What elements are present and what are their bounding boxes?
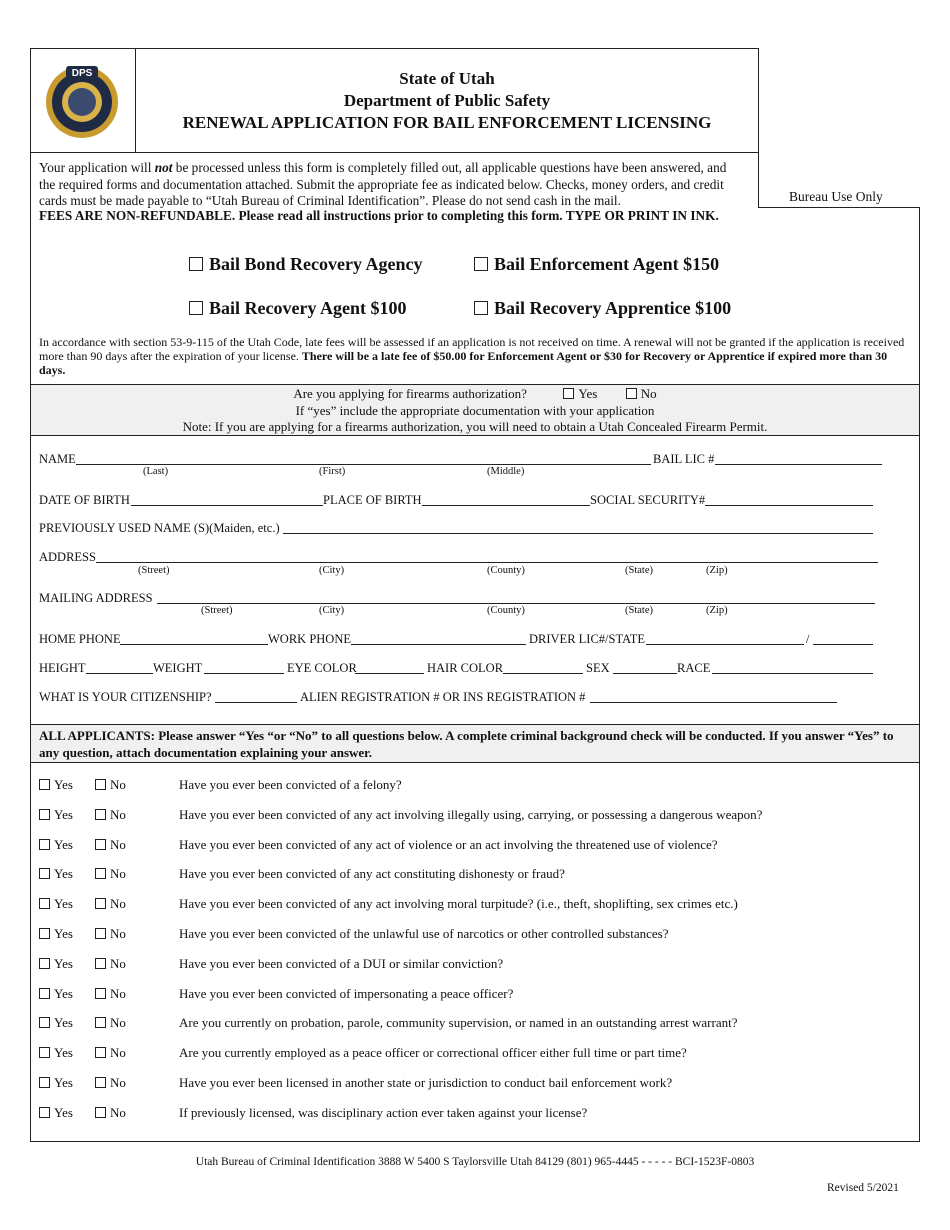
first-sublabel: (First) [319,466,346,477]
yes-checkbox[interactable] [39,809,50,820]
question-text: Have you ever been convicted of a felony? [179,777,402,792]
title-department: Department of Public Safety [343,91,551,110]
ssn-field[interactable] [705,505,873,506]
bureau-line [759,207,920,208]
yes-option[interactable]: Yes [39,777,73,793]
zip-sublabel: (Zip) [706,565,728,576]
height-field[interactable] [86,673,153,674]
no-checkbox[interactable] [95,779,106,790]
checkbox-icon[interactable] [474,301,488,315]
yes-checkbox[interactable] [39,988,50,999]
driver-lic-label: DRIVER LIC#/STATE [529,632,646,646]
yes-option[interactable]: Yes [39,1045,73,1061]
option-enforcement-agent[interactable]: Bail Enforcement Agent $150 [474,254,719,275]
yes-option[interactable]: Yes [39,807,73,823]
yes-checkbox[interactable] [39,1047,50,1058]
question-text: Have you ever been convicted of a DUI or similar conviction? [179,956,504,971]
yes-checkbox[interactable] [39,1107,50,1118]
no-checkbox[interactable] [95,1017,106,1028]
street-sublabel: (Street) [138,565,170,576]
title-state: State of Utah [399,69,495,88]
footer-address: Utah Bureau of Criminal Identification 3888 W 5400 S Taylorsville Utah 84129 (801) 965-4445 - - - - - BCI-1523F-0803 [195,1156,755,1168]
yes-checkbox[interactable] [39,868,50,879]
title-application: RENEWAL APPLICATION FOR BAIL ENFORCEMENT LICENSING [182,113,712,132]
no-checkbox[interactable] [95,958,106,969]
question-text: If previously licensed, was disciplinary action ever taken against your license? [179,1105,588,1120]
no-option[interactable]: No [95,1075,126,1091]
question-text: Are you currently on probation, parole, community supervision, or named in an outstanding arrest warrant? [179,1015,738,1030]
revised-date: Revised 5/2021 [827,1182,899,1194]
driver-state-field[interactable] [813,644,873,645]
driver-lic-slash: / [806,632,810,646]
bail-lic-label: BAIL LIC # [653,452,715,466]
yes-checkbox[interactable] [39,928,50,939]
address-field[interactable] [96,562,878,563]
mailing-street-sublabel: (Street) [201,605,233,616]
option-recovery-agency[interactable]: Bail Bond Recovery Agency [189,254,423,275]
question-text: Have you ever been licensed in another state or jurisdiction to conduct bail enforcement work? [179,1075,673,1090]
pob-label: PLACE OF BIRTH [323,493,422,507]
city-sublabel: (City) [319,565,345,576]
yes-checkbox[interactable] [39,898,50,909]
race-field[interactable] [712,673,873,674]
no-option[interactable]: No [95,837,126,853]
race-label: RACE [677,661,711,675]
address-label: ADDRESS [39,550,96,564]
yes-checkbox[interactable] [39,1017,50,1028]
eye-label: EYE COLOR [287,661,357,675]
no-option[interactable]: No [95,986,126,1002]
no-option[interactable]: No [95,896,126,912]
no-checkbox[interactable] [95,839,106,850]
firearms-yes-checkbox[interactable] [563,388,574,399]
state-sublabel: (State) [625,565,653,576]
sex-field[interactable] [613,673,677,674]
prev-name-field[interactable] [283,533,873,534]
checkbox-icon[interactable] [189,301,203,315]
firearms-no-checkbox[interactable] [626,388,637,399]
bail-lic-field[interactable] [715,464,882,465]
question-text: Have you ever been convicted of any act involving illegally using, carrying, or possessing a dangerous weapon? [179,807,763,822]
no-checkbox[interactable] [95,988,106,999]
yes-option[interactable]: Yes [39,956,73,972]
home-phone-field[interactable] [120,644,268,645]
question-text: Have you ever been convicted of any act constituting dishonesty or fraud? [179,866,565,881]
no-checkbox[interactable] [95,898,106,909]
height-label: HEIGHT [39,661,86,675]
yes-option[interactable]: Yes [39,926,73,942]
no-option[interactable]: No [95,866,126,882]
yes-option[interactable]: Yes [39,896,73,912]
no-checkbox[interactable] [95,928,106,939]
citizenship-field[interactable] [215,702,297,703]
dob-field[interactable] [131,505,323,506]
ssn-label: SOCIAL SECURITY# [590,493,706,507]
fees-notice: FEES ARE NON-REFUNDABLE. Please read all instructions prior to completing this form. TYPE OR PRINT IN INK. [39,208,719,223]
mailing-zip-sublabel: (Zip) [706,605,728,616]
citizenship-label: WHAT IS YOUR CITIZENSHIP? [39,690,212,704]
name-field[interactable] [76,464,651,465]
no-checkbox[interactable] [95,809,106,820]
eye-field[interactable] [355,673,424,674]
alien-label: ALIEN REGISTRATION # OR INS REGISTRATION # [300,690,586,704]
question-text: Have you ever been convicted of any act involving moral turpitude? (i.e., theft, shoplifting, sex crimes etc.) [179,896,738,911]
question-text: Have you ever been convicted of the unlawful use of narcotics or other controlled substances? [179,926,669,941]
yes-checkbox[interactable] [39,1077,50,1088]
weight-label: WEIGHT [153,661,203,675]
yes-option[interactable]: Yes [39,866,73,882]
name-label: NAME [39,452,76,466]
hair-field[interactable] [503,673,583,674]
dob-label: DATE OF BIRTH [39,493,130,507]
bureau-use-only: Bureau Use Only [789,189,883,204]
no-checkbox[interactable] [95,1077,106,1088]
option-recovery-apprentice[interactable]: Bail Recovery Apprentice $100 [474,298,731,319]
yes-option[interactable]: Yes [39,837,73,853]
yes-option[interactable]: Yes [39,1075,73,1091]
work-phone-field[interactable] [351,644,526,645]
question-text: Have you ever been convicted of any act of violence or an act involving the threatened use of violence? [179,837,718,852]
weight-field[interactable] [204,673,284,674]
mailing-label: MAILING ADDRESS [39,591,153,605]
yes-checkbox[interactable] [39,958,50,969]
intro-paragraph: Your application will not be processed unless this form is completely filled out, all applicable questions have been answered, and the required forms and documentation attached. Submit the appropriate fee as indicated below. Checks, money orders, and credit cards must be made payable to “Utah Bureau of Criminal Identification”. Please do not send cash in the mail. [39,160,727,208]
sex-label: SEX [586,661,610,675]
firearms-permit-note: Note: If you are applying for a firearms authorization, you will need to obtain a Utah Concealed Firearm Permit. [182,419,768,434]
no-option[interactable]: No [95,1015,126,1031]
checkbox-icon[interactable] [474,257,488,271]
hair-label: HAIR COLOR [427,661,504,675]
driver-lic-field[interactable] [646,644,804,645]
question-text: Have you ever been convicted of impersonating a peace officer? [179,986,514,1001]
no-option[interactable]: No [95,807,126,823]
yes-option[interactable]: Yes [39,1105,73,1121]
option-recovery-agent[interactable]: Bail Recovery Agent $100 [189,298,406,319]
middle-sublabel: (Middle) [487,466,525,477]
question-text: Are you currently employed as a peace officer or correctional officer either full time or part time? [179,1045,687,1060]
no-option[interactable]: No [95,1105,126,1121]
page-title [136,68,758,134]
home-phone-label: HOME PHONE [39,632,121,646]
no-checkbox[interactable] [95,1047,106,1058]
late-fee-notice: In accordance with section 53-9-115 of the Utah Code, late fees will be assessed if an application is not received on time. A renewal will not be granted if the application is received more than 90 days after the expiration of your license. There will be a late fee of $50.00 for Enforcement Agent or $30 for Recovery or Apprentice if expired more than 30 days. [39,335,905,377]
no-option[interactable]: No [95,926,126,942]
mailing-city-sublabel: (City) [319,605,345,616]
mailing-county-sublabel: (County) [487,605,525,616]
yes-checkbox[interactable] [39,779,50,790]
pob-field[interactable] [422,505,590,506]
no-option[interactable]: No [95,1045,126,1061]
dps-seal-logo [44,60,120,140]
no-checkbox[interactable] [95,1107,106,1118]
yes-checkbox[interactable] [39,839,50,850]
yes-option[interactable]: Yes [39,1015,73,1031]
work-phone-label: WORK PHONE [268,632,351,646]
svg-text:DPS: DPS [71,68,93,79]
no-option[interactable]: No [95,777,126,793]
last-sublabel: (Last) [143,466,169,477]
no-checkbox[interactable] [95,868,106,879]
county-sublabel: (County) [487,565,525,576]
yes-option[interactable]: Yes [39,986,73,1002]
alien-field[interactable] [590,702,837,703]
prev-name-label: PREVIOUSLY USED NAME (S)(Maiden, etc.) [39,521,280,535]
no-option[interactable]: No [95,956,126,972]
firearms-doc-note: If “yes” include the appropriate documentation with your application [295,402,655,418]
firearms-question-row: Are you applying for firearms authorization? Yes No If “yes” include the appropriate documentation with your application Note: If you are applying for a firearms authorization, you will need to obtain a Utah Concealed Firearm Permit. [31,386,919,436]
mailing-field[interactable] [157,603,875,604]
checkbox-icon[interactable] [189,257,203,271]
applicants-note: ALL APPLICANTS: Please answer “Yes “or “No” to all questions below. A complete criminal background check will be conducted. If you answer “Yes” to any question, attach documentation explaining your answer. [39,728,894,760]
mailing-state-sublabel: (State) [625,605,653,616]
